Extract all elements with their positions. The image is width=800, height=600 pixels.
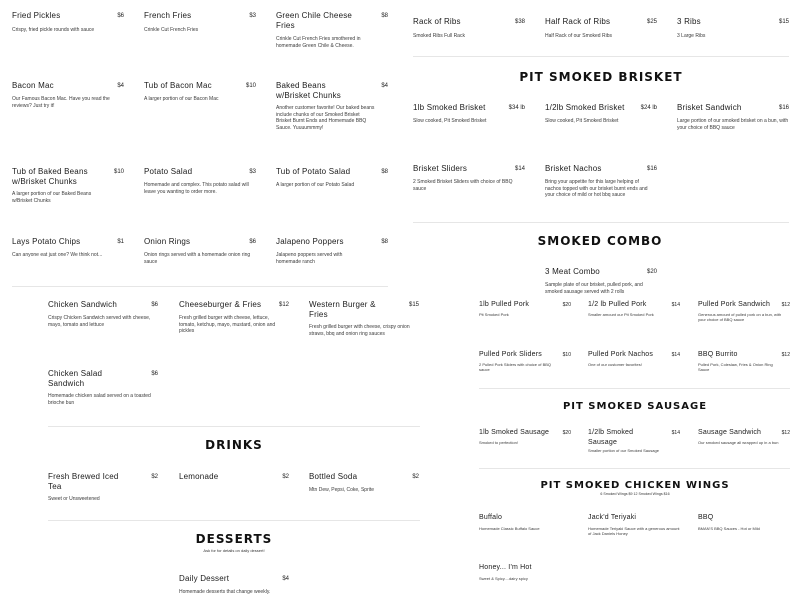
item-name: BBQ Burrito bbox=[698, 351, 738, 358]
item-desc: Our Famous Bacon Mac. Have you read the reviews? Just try it! bbox=[12, 96, 110, 109]
item-name: 1/2lb Smoked Sausage bbox=[588, 429, 634, 446]
item-name: Tub of Baked Beans w/Brisket Chunks bbox=[12, 167, 88, 186]
desserts-note: Ask for for details on daily dessert! bbox=[203, 548, 265, 553]
item-name: Baked Beans w/Brisket Chunks bbox=[276, 81, 341, 100]
item-desc: Crinkle Cut French Fries bbox=[144, 27, 199, 33]
item-price: $10 bbox=[245, 83, 256, 89]
item-desc: Another customer favorite! Our baked beans include chunks of our Smoked Brisket Brisket Burnt Ends and Homemade BBQ Sauce. Yuuuummmy! bbox=[276, 105, 375, 131]
item-price: $34 lb bbox=[508, 105, 525, 111]
item-desc: Crispy, fried pickle rounds with sauce bbox=[12, 27, 95, 33]
item-desc: Smoked Ribs Full Rack bbox=[413, 33, 465, 39]
item-desc: Smaller portion of our Smoked Sausage bbox=[588, 448, 659, 453]
drinks-heading: DRINKS bbox=[205, 438, 263, 452]
item-price: $2 bbox=[412, 474, 419, 480]
item-desc: Bring your appetite for this large helping of nachos topped with our brisket burnt ends and your choice of mild or hot bbq sauce bbox=[545, 179, 648, 199]
item-price: $12 bbox=[781, 430, 790, 436]
item-price: $8 bbox=[381, 13, 388, 19]
item-desc: Slow cooked, Pit Smoked Brisket bbox=[545, 118, 619, 124]
section-divider bbox=[48, 426, 420, 427]
item-desc: Pulled Pork, Coleslaw, Fries & Onion Ring Sauce bbox=[698, 362, 773, 373]
item-name: Honey... I'm Hot bbox=[479, 564, 532, 571]
sausage-heading: PIT SMOKED SAUSAGE bbox=[562, 401, 708, 412]
item-price: $4 bbox=[381, 83, 388, 89]
item-desc: Half Rack of our Smoked Ribs bbox=[545, 33, 612, 39]
item-name: 1lb Pulled Pork bbox=[479, 301, 530, 308]
item-name: Pulled Pork Sandwich bbox=[698, 301, 771, 308]
item-name: French Fries bbox=[144, 11, 192, 20]
item-desc: Large portion of our smoked brisket on a bun, with your choice of BBQ sauce bbox=[677, 118, 789, 131]
item-price: $14 bbox=[514, 166, 525, 172]
item-desc: Mtn Dew, Pepsi, Coke, Sprite bbox=[309, 487, 375, 493]
item-price: $6 bbox=[151, 302, 158, 308]
item-desc: Fresh grilled burger with cheese, lettuce, tomato, ketchup, mayo, mustard, onion and pickles bbox=[179, 315, 276, 335]
item-desc: One of our customer favorites! bbox=[588, 362, 642, 367]
item-desc: 2 Smoked Brisket Sliders with choice of BBQ sauce bbox=[413, 179, 513, 192]
item-desc: Homemade desserts that change weekly. bbox=[179, 589, 271, 595]
item-price: $20 bbox=[562, 302, 571, 308]
item-name: Green Chile Cheese Fries bbox=[276, 11, 353, 30]
item-name: Cheeseburger & Fries bbox=[179, 300, 262, 309]
item-desc: Crinkle Cut French Fries smothered in homemade Green Chile & Cheese. bbox=[276, 36, 361, 49]
item-price: $6 bbox=[249, 239, 256, 245]
item-desc: 3 Large Ribs bbox=[677, 33, 706, 39]
item-price: $38 bbox=[514, 19, 525, 25]
item-desc: Crispy Chicken Sandwich served with cheese, mayo, tomato and lettuce bbox=[48, 315, 151, 328]
item-name: 1lb Smoked Brisket bbox=[413, 103, 486, 112]
item-price: $12 bbox=[781, 352, 790, 358]
section-divider bbox=[413, 222, 789, 223]
item-price: $12 bbox=[781, 302, 790, 308]
item-price: $16 bbox=[646, 166, 657, 172]
item-name: Brisket Sliders bbox=[413, 164, 468, 173]
item-price: $12 bbox=[278, 302, 289, 308]
item-name: Pulled Pork Sliders bbox=[479, 351, 542, 358]
item-name: BBQ bbox=[698, 514, 714, 521]
item-desc: Homemade and complex. This potato salad will leave you wanting to order more. bbox=[144, 182, 249, 195]
item-name: Lays Potato Chips bbox=[12, 237, 81, 246]
item-desc: Smoked to perfection! bbox=[479, 440, 518, 445]
item-desc: Sample plate of our brisket, pulled pork, and smoked sausage served with 2 rolls bbox=[545, 282, 643, 295]
item-price: $25 bbox=[646, 19, 657, 25]
item-name: Daily Dessert bbox=[179, 574, 230, 583]
item-price: $14 bbox=[671, 302, 680, 308]
item-price: $10 bbox=[562, 352, 571, 358]
item-price: $14 bbox=[671, 430, 680, 436]
item-name: Brisket Sandwich bbox=[677, 103, 742, 112]
item-name: Jalapeno Poppers bbox=[276, 237, 344, 246]
item-name: Onion Rings bbox=[144, 237, 191, 246]
item-price: $8 bbox=[381, 239, 388, 245]
item-name: Lemonade bbox=[179, 472, 219, 481]
desserts-heading: DESSERTS bbox=[195, 532, 273, 546]
item-price: $6 bbox=[151, 371, 158, 377]
item-desc: Jalapeno poppers served with homemade ranch bbox=[276, 252, 343, 265]
item-name: Pulled Pork Nachos bbox=[588, 351, 654, 358]
item-name: 1/2lb Smoked Brisket bbox=[545, 103, 625, 112]
item-desc: Pit Smoked Pork bbox=[479, 312, 509, 317]
item-desc: Sweet & Spicy....dairy spicy bbox=[479, 576, 528, 581]
item-price: $24 lb bbox=[640, 105, 657, 111]
wings-heading: PIT SMOKED CHICKEN WINGS bbox=[540, 480, 730, 491]
item-name: Jack'd Teriyaki bbox=[588, 514, 637, 521]
item-price: $20 bbox=[562, 430, 571, 436]
item-name: Western Burger & Fries bbox=[309, 300, 376, 319]
item-name: 1lb Smoked Sausage bbox=[479, 429, 550, 436]
item-name: Chicken Sandwich bbox=[48, 300, 118, 309]
item-desc: Sweet or Unsweetened bbox=[48, 496, 100, 502]
item-name: Tub of Bacon Mac bbox=[144, 81, 212, 90]
item-price: $15 bbox=[408, 302, 419, 308]
item-name: Brisket Nachos bbox=[545, 164, 602, 173]
item-desc: Homemade Classic Buffalo Sauce bbox=[479, 526, 540, 531]
item-desc: Fresh grilled burger with cheese, crispy onion straws, bbq and onion ring sauces bbox=[309, 324, 410, 337]
section-divider bbox=[12, 286, 388, 287]
item-price: $14 bbox=[671, 352, 680, 358]
brisket-heading: PIT SMOKED BRISKET bbox=[519, 70, 683, 84]
item-desc: Slow cooked, Pit Smoked Brisket bbox=[413, 118, 487, 124]
item-desc: A larger portion of our Bacon Mac bbox=[144, 96, 219, 102]
item-price: $3 bbox=[249, 169, 256, 175]
combo-heading: SMOKED COMBO bbox=[537, 234, 663, 248]
item-name: Fresh Brewed Iced Tea bbox=[48, 472, 119, 491]
item-desc: A larger portion of our Baked Beans w/Brisket Chunks bbox=[12, 191, 92, 204]
item-desc: Can anyone eat just one? We think not... bbox=[12, 252, 103, 258]
item-name: 3 Meat Combo bbox=[545, 267, 600, 276]
item-name: 1/2 lb Pulled Pork bbox=[588, 301, 647, 308]
item-name: Rack of Ribs bbox=[413, 17, 461, 26]
item-price: $16 bbox=[778, 105, 789, 111]
item-desc: A larger portion of our Potato Salad bbox=[276, 182, 355, 188]
item-name: Half Rack of Ribs bbox=[545, 17, 611, 26]
item-price: $4 bbox=[117, 83, 124, 89]
item-name: 3 Ribs bbox=[677, 17, 701, 26]
item-desc: Homemade Teriyaki Sauce with a generous amount of Jack Daniels Honey bbox=[588, 526, 680, 537]
item-desc: Our smoked sausage all wrapped up in a bun bbox=[698, 440, 779, 445]
item-name: Sausage Sandwich bbox=[698, 429, 762, 436]
item-price: $6 bbox=[117, 13, 124, 19]
item-name: Tub of Potato Salad bbox=[276, 167, 351, 176]
item-price: $2 bbox=[151, 474, 158, 480]
item-desc: BMAN'S BBQ Sauces - Hot or Mild bbox=[698, 526, 760, 531]
item-price: $4 bbox=[282, 576, 289, 582]
item-price: $8 bbox=[381, 169, 388, 175]
item-price: $10 bbox=[113, 169, 124, 175]
item-name: Chicken Salad Sandwich bbox=[48, 369, 103, 388]
item-desc: Homemade chicken salad served on a toasted brioche bun bbox=[48, 393, 151, 406]
item-price: $3 bbox=[249, 13, 256, 19]
section-divider bbox=[479, 468, 790, 469]
item-desc: Smaller amount our Pit Smoked Pork bbox=[588, 312, 654, 317]
item-desc: Generous amount of pulled pork on a bun, with your choice of BBQ sauce bbox=[698, 312, 782, 323]
right-panel bbox=[400, 0, 800, 600]
item-price: $20 bbox=[646, 269, 657, 275]
section-divider bbox=[479, 388, 790, 389]
item-price: $1 bbox=[117, 239, 124, 245]
item-name: Potato Salad bbox=[144, 167, 193, 176]
section-divider bbox=[413, 56, 789, 57]
item-desc: Onion rings served with a homemade onion ring sauce bbox=[144, 252, 251, 265]
item-name: Bacon Mac bbox=[12, 81, 54, 90]
item-name: Bottled Soda bbox=[309, 472, 358, 481]
item-name: Buffalo bbox=[479, 514, 503, 521]
item-name: Fried Pickles bbox=[12, 11, 61, 20]
item-desc: 2 Pulled Pork Sliders with choice of BBQ sauce bbox=[479, 362, 552, 373]
item-price: $15 bbox=[778, 19, 789, 25]
item-price: $2 bbox=[282, 474, 289, 480]
section-divider bbox=[48, 520, 420, 521]
wings-note: 6 Smoked Wings $9 12 Smoked Wings $16 bbox=[600, 492, 670, 496]
